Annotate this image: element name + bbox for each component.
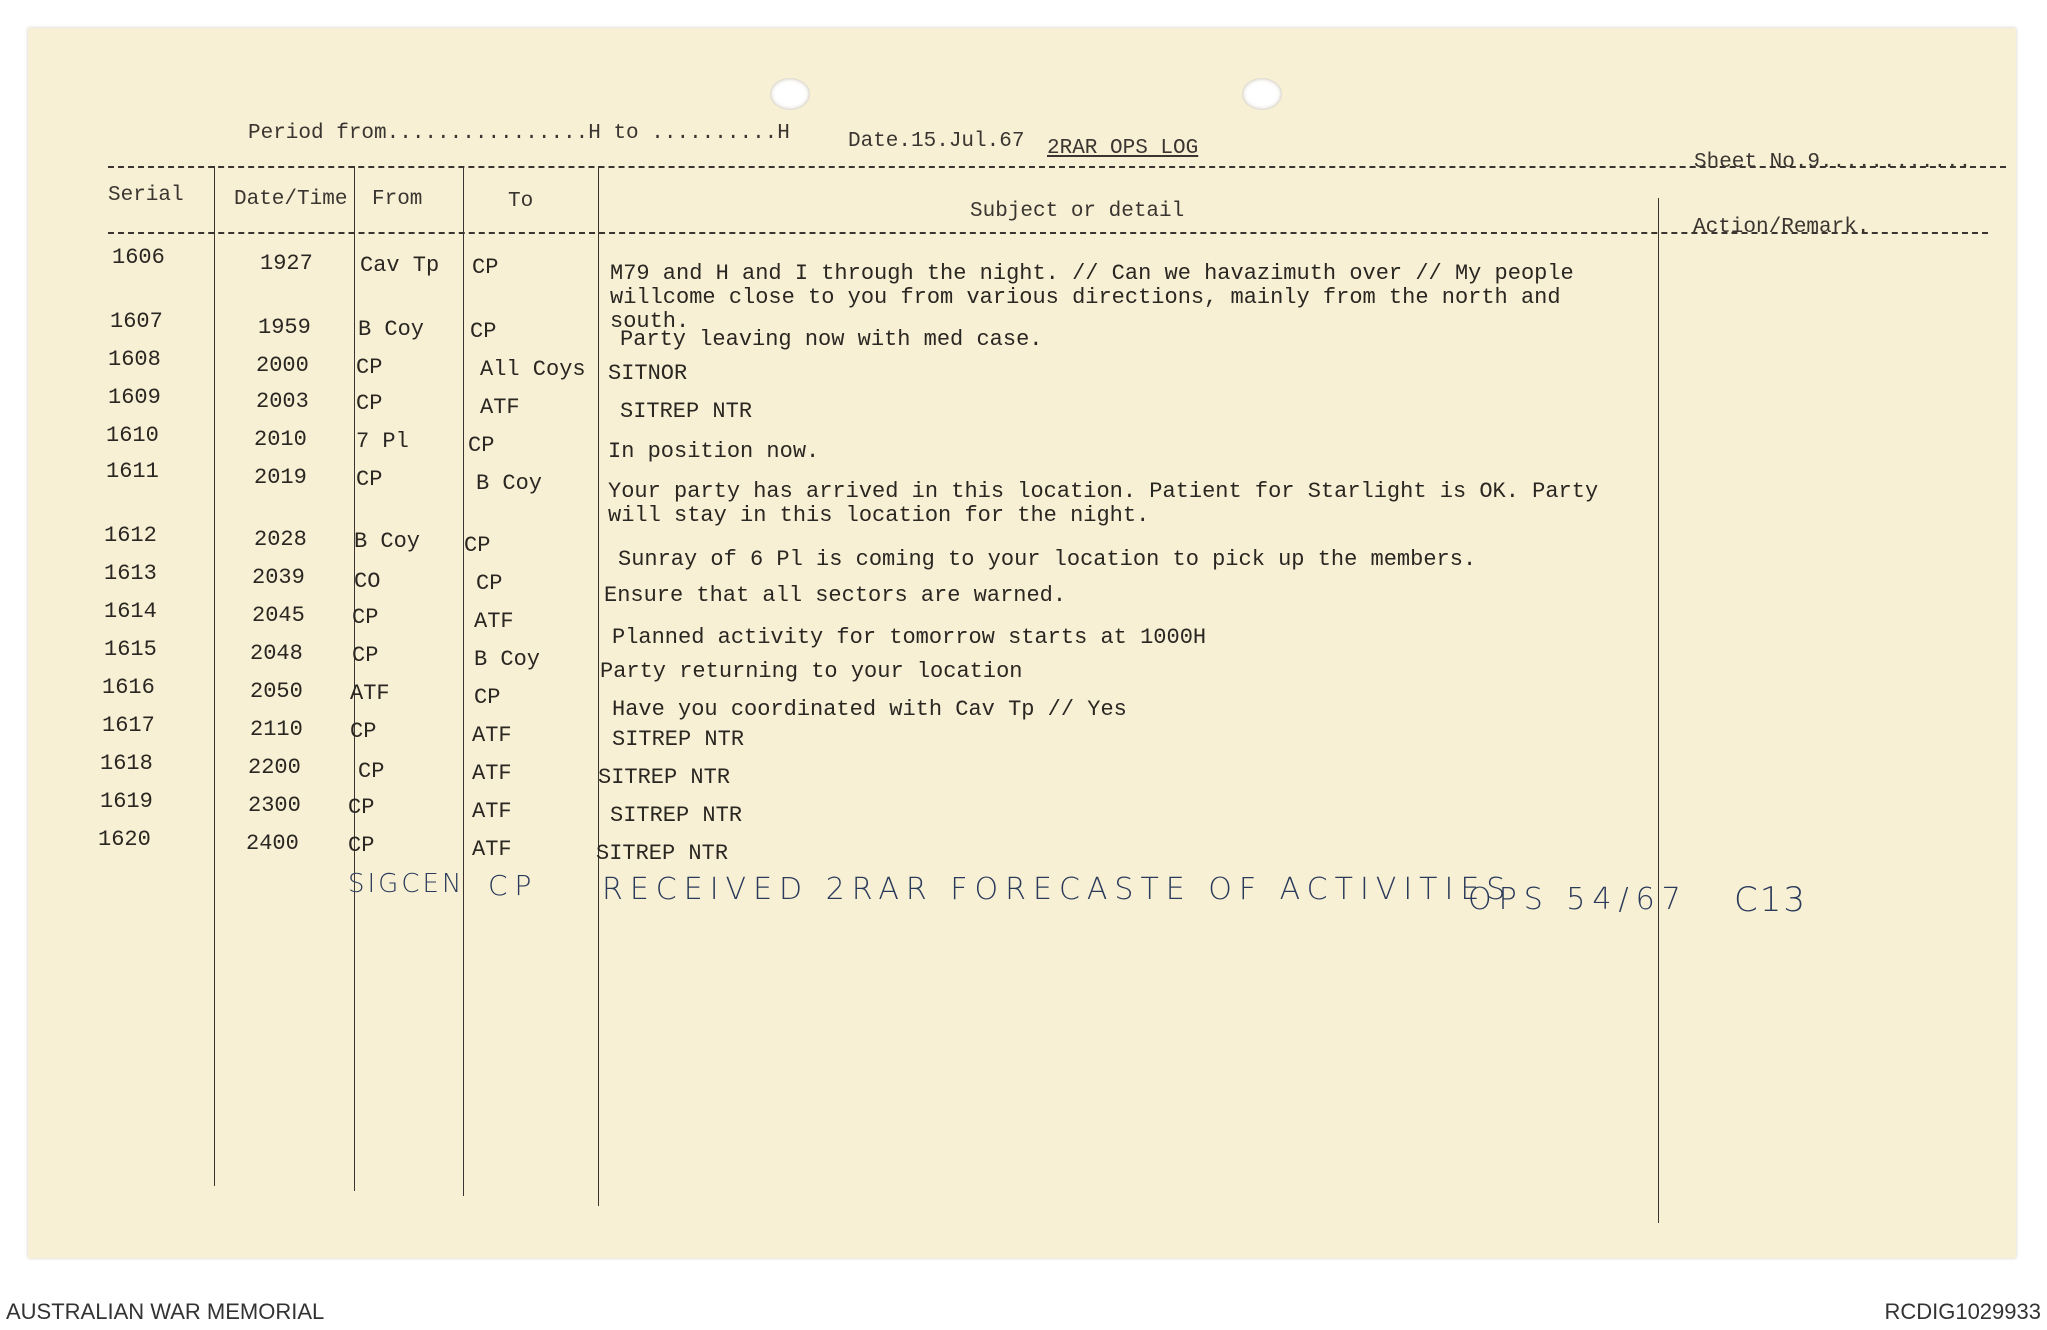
subject-cell: Have you coordinated with Cav Tp // Yes — [612, 697, 1127, 722]
subject-cell: SITREP NTR — [610, 803, 743, 828]
column-divider — [1658, 198, 1659, 1223]
time-cell: 2003 — [256, 389, 309, 414]
from-cell: 7 Pl — [356, 429, 409, 454]
time-cell: 1959 — [258, 315, 311, 340]
time-cell: 2045 — [252, 603, 305, 628]
to-cell: ATF — [472, 799, 512, 824]
from-cell: CP — [358, 759, 385, 784]
to-cell: CP — [474, 685, 501, 710]
column-serial: Serial — [108, 184, 184, 207]
time-cell: 2110 — [250, 717, 303, 742]
from-cell: CP — [356, 355, 383, 380]
serial-cell: 1614 — [104, 599, 157, 624]
subject-cell: Party returning to your location — [600, 659, 1023, 684]
subject-cell: Ensure that all sectors are warned. — [604, 583, 1067, 608]
time-cell: 2039 — [252, 565, 305, 590]
from-cell: CP — [356, 467, 383, 492]
subject-cell: SITREP NTR — [598, 765, 731, 790]
subject-cell: Sunray of 6 Pl is coming to your location to pick up the members. — [618, 547, 1477, 572]
from-cell: CP — [350, 719, 377, 744]
log-title: 2RAR OPS LOG — [1047, 137, 1199, 160]
to-cell: ATF — [474, 609, 514, 634]
time-cell: 2028 — [254, 527, 307, 552]
serial-cell: 1608 — [108, 347, 161, 372]
serial-cell: 1611 — [106, 459, 159, 484]
serial-cell: 1606 — [112, 245, 165, 270]
serial-cell: 1620 — [98, 827, 151, 852]
serial-cell: 1613 — [104, 561, 157, 586]
serial-cell: 1607 — [110, 309, 163, 334]
to-cell: CP — [470, 319, 497, 344]
subject-cell: M79 and H and I through the night. // Can we havazimuth over // My people willcome close to you from various directions, mainly from the north and south. — [610, 261, 1574, 334]
column-datetime: Date/Time — [234, 188, 348, 211]
subject-cell: SITNOR — [608, 361, 688, 386]
subject-cell: Your party has arrived in this location. Patient for Starlight is OK. Party will stay in this location for the night. — [608, 479, 1599, 528]
from-cell: CP — [348, 833, 375, 858]
time-cell: 2019 — [254, 465, 307, 490]
subject-cell: Party leaving now with med case. — [620, 327, 1043, 352]
column-action: Action/Remark. — [1693, 216, 1870, 239]
time-cell: 2200 — [248, 755, 301, 780]
time-cell: 2050 — [250, 679, 303, 704]
serial-cell: 1609 — [108, 385, 161, 410]
time-cell: 2300 — [248, 793, 301, 818]
time-cell: 1927 — [260, 251, 313, 276]
handwritten-to: CP — [488, 869, 539, 902]
column-subject: Subject or detail — [970, 200, 1185, 223]
date-field: Date.15.Jul.67 — [848, 130, 1025, 153]
handwritten-reference: OPS 54/67 — [1468, 882, 1688, 917]
subject-cell: SITREP NTR — [620, 399, 753, 424]
time-cell: 2010 — [254, 427, 307, 452]
subject-cell: SITREP NTR — [612, 727, 745, 752]
from-cell: B Coy — [358, 317, 425, 342]
from-cell: CP — [348, 795, 375, 820]
punch-hole — [1242, 78, 1282, 110]
to-cell: ATF — [472, 837, 512, 862]
serial-cell: 1610 — [106, 423, 159, 448]
serial-cell: 1617 — [102, 713, 155, 738]
column-to: To — [508, 190, 534, 213]
column-divider — [598, 166, 599, 1206]
period-field: Period from................H to ..........H — [248, 122, 790, 145]
subject-cell: SITREP NTR — [596, 841, 729, 866]
header-rule-top — [108, 166, 2006, 168]
serial-cell: 1615 — [104, 637, 157, 662]
to-cell: B Coy — [474, 647, 541, 672]
subject-cell: Planned activity for tomorrow starts at 1000H — [612, 625, 1207, 650]
to-cell: All Coys — [480, 357, 586, 382]
subject-cell: In position now. — [608, 439, 820, 464]
to-cell: ATF — [480, 395, 520, 420]
serial-cell: 1619 — [100, 789, 153, 814]
column-from: From — [372, 188, 423, 211]
from-cell: CP — [352, 643, 379, 668]
time-cell: 2048 — [250, 641, 303, 666]
to-cell: CP — [472, 255, 499, 280]
time-cell: 2400 — [246, 831, 299, 856]
sheet-number: Sheet No.9............ — [1694, 151, 1972, 174]
to-cell: CP — [476, 571, 503, 596]
handwritten-from: SIGCEN — [348, 869, 465, 899]
to-cell: B Coy — [476, 471, 543, 496]
from-cell: CP — [352, 605, 379, 630]
time-cell: 2000 — [256, 353, 309, 378]
to-cell: CP — [468, 433, 495, 458]
archive-reference-id: RCDIG1029933 — [1884, 1299, 2041, 1324]
serial-cell: 1618 — [100, 751, 153, 776]
from-cell: CP — [356, 391, 383, 416]
handwritten-action: C13 — [1734, 880, 1808, 920]
archive-credit: AUSTRALIAN WAR MEMORIAL — [6, 1299, 325, 1324]
to-cell: ATF — [472, 761, 512, 786]
serial-cell: 1616 — [102, 675, 155, 700]
to-cell: CP — [464, 533, 491, 558]
column-divider — [214, 166, 215, 1186]
from-cell: CO — [354, 569, 381, 594]
column-divider — [354, 166, 355, 1191]
handwritten-subject: RECEIVED 2RAR FORECASTE OF ACTIVITIES — [602, 872, 1513, 907]
from-cell: B Coy — [354, 529, 421, 554]
to-cell: ATF — [472, 723, 512, 748]
from-cell: ATF — [350, 681, 390, 706]
serial-cell: 1612 — [104, 523, 157, 548]
from-cell: Cav Tp — [360, 253, 440, 278]
punch-hole — [770, 78, 810, 110]
column-divider — [463, 166, 464, 1196]
